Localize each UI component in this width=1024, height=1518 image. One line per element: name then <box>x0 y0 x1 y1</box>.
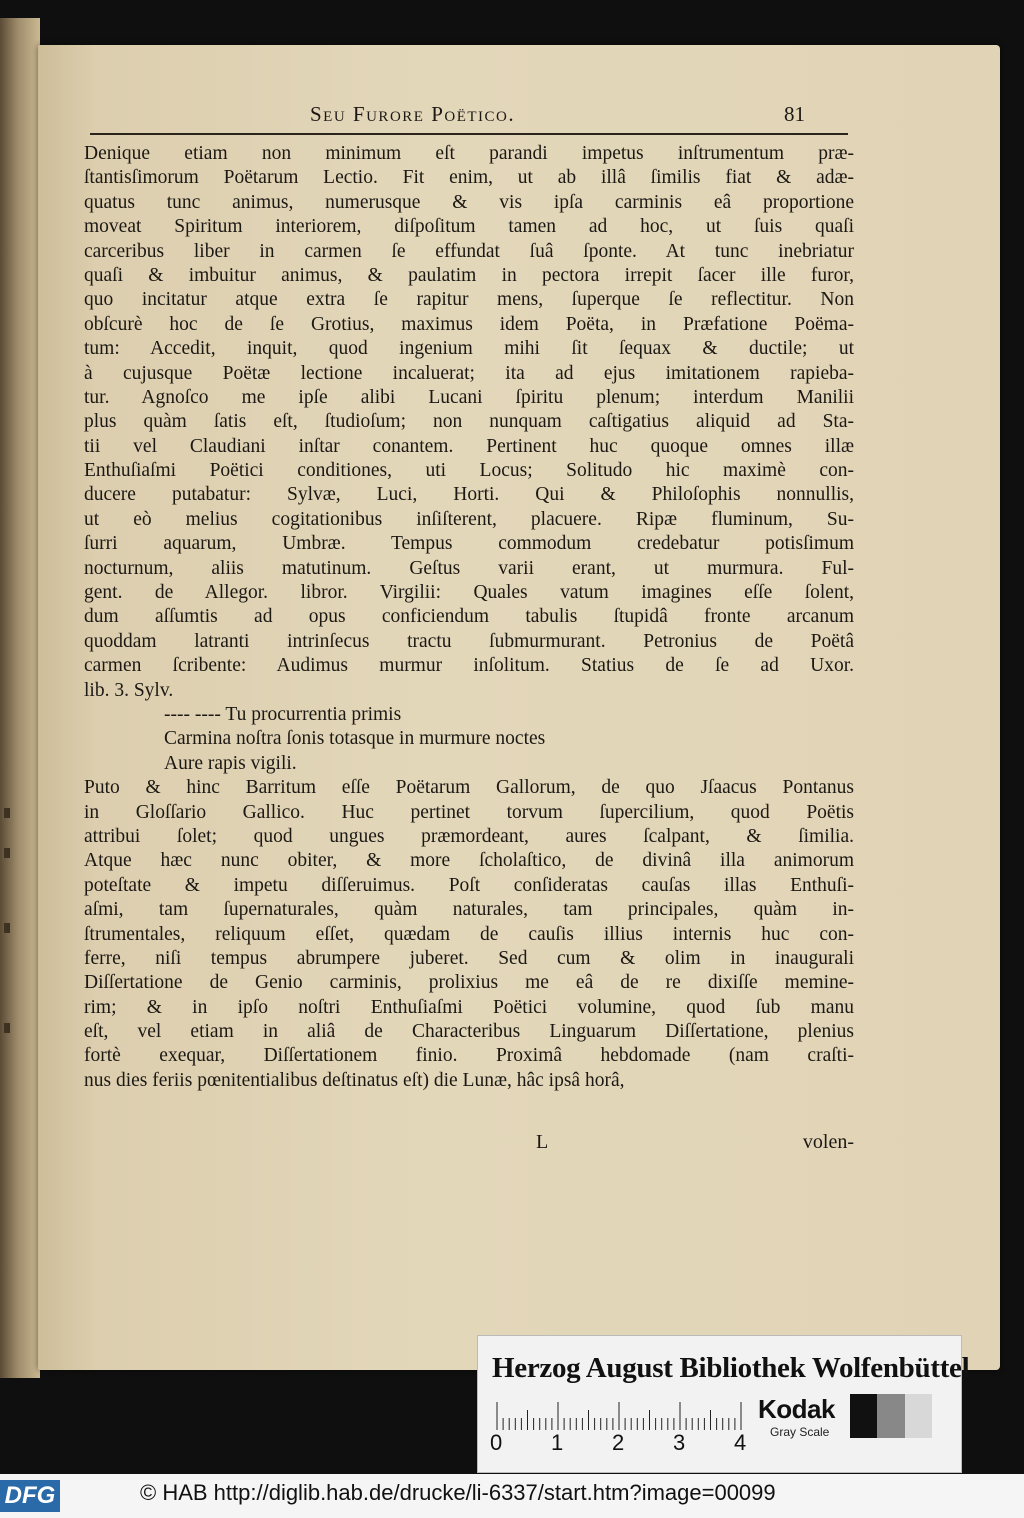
dfg-logo: DFG <box>0 1480 60 1512</box>
gray-scale-swatches <box>850 1394 932 1438</box>
running-head <box>38 102 1000 132</box>
text-line: ſtantisſimorum Poëtarum Lectio. Fit enim, ut ab illâ ſimilis fiat & adæ- <box>84 167 854 189</box>
facing-page-mark <box>4 923 10 933</box>
viewer-footer <box>0 1474 1024 1518</box>
text-line: ut eò melius cogitationibus inſiſterent, placuere. Ripæ fluminum, Su- <box>84 508 854 530</box>
text-line: carceribus liber in carmen ſe effundat ſuâ ſponte. At tunc inebriatur <box>84 240 854 262</box>
text-line: ferre, niſi tempus abrumpere juberet. Sed cum & olim in inaugurali <box>84 947 854 969</box>
text-line: Enthuſiaſmi Poëtici conditiones, uti Locus; Solitudo hic maximè con- <box>84 460 854 482</box>
text-line: gent. de Allegor. libror. Virgilii: Quales vatum imagines eſſe ſolent, <box>84 582 854 604</box>
head-rule <box>90 133 848 135</box>
kodak-mark <box>758 1394 835 1439</box>
text-line: Carmina noſtra ſonis totasque in murmure noctes <box>164 728 546 750</box>
text-line: Puto & hinc Barritum eſſe Poëtarum Gallorum, de quo Jſaacus Pontanus <box>84 777 854 799</box>
text-line: ducere putabatur: Sylvæ, Luci, Horti. Qui & Philoſophis nonnullis, <box>84 484 854 506</box>
ruler-number: 2 <box>612 1430 625 1455</box>
text-line: obſcurè hoc de ſe Grotius, maximus idem Poëta, in Præfatione Poëma- <box>84 313 854 335</box>
ruler-number: 4 <box>734 1430 747 1455</box>
text-line: Aure rapis vigili. <box>164 752 297 774</box>
copyright-link[interactable]: © HAB http://diglib.hab.de/drucke/li-6337/start.htm?image=00099 <box>140 1480 776 1505</box>
text-line: lib. 3. Sylv. <box>84 679 174 701</box>
text-line: ſtrumentales, reliquum eſſet, quædam de cauſis illius internis huc con- <box>84 923 854 945</box>
text-line: dum aſſumtis ad opus conficiendum tabulis ſtupidâ fronte arcanum <box>84 606 854 628</box>
body-text <box>84 142 854 1093</box>
catchword: volen- <box>802 1131 854 1153</box>
text-line: aſmi, tam ſupernaturales, quàm naturales, tam principales, quàm in- <box>84 899 854 921</box>
text-line: ---- ---- Tu procurrentia primis <box>164 703 402 725</box>
verse-quotation <box>84 703 854 776</box>
text-line: nus dies feriis pœnitentialibus deſtinatus eſt) die Lunæ, hâc ipsâ horâ, <box>84 1069 625 1091</box>
text-line: nocturnum, aliis matutinum. Geſtus varii erant, ut murmura. Ful- <box>84 557 854 579</box>
text-line: carmen ſcribente: Audimus murmur inſolitum. Statius de ſe ad Uxor. <box>84 655 854 677</box>
kodak-word: Kodak <box>758 1394 835 1424</box>
scale-ruler <box>492 1402 742 1430</box>
ruler-number: 0 <box>490 1430 503 1455</box>
text-line: Atque hæc nunc obiter, & more ſcholaſtico, de divinâ illa animorum <box>84 850 854 872</box>
text-line: fortè exequar, Diſſertationem finio. Proximâ hebdomade (nam craſti- <box>84 1045 854 1067</box>
text-line: poteſtate & impetu diſſeruimus. Poſt conſideratas cauſas illas Enthuſi- <box>84 874 854 896</box>
library-color-target <box>477 1335 970 1473</box>
text-line: eſt, vel etiam in aliâ de Characteribus Linguarum Diſſertatione, plenius <box>84 1021 854 1043</box>
facing-page-mark <box>4 808 10 818</box>
book-page <box>38 45 1000 1370</box>
text-line: plus quàm ſatis eſt, ſtudioſum; non nunquam caſtigatius aliquid ad Sta- <box>84 411 854 433</box>
facing-page-mark <box>4 1023 10 1033</box>
text-line: quoddam latranti intrinſecus tractu ſubmurmurant. Petronius de Poëtâ <box>84 630 854 652</box>
paragraph-after <box>84 776 854 1093</box>
text-line: tii vel Claudiani inſtar conantem. Pertinent huc quoque omnes illæ <box>84 435 854 457</box>
text-line: in Gloſſario Gallico. Huc pertinet torvum ſupercilium, quod Poëtis <box>84 801 854 823</box>
gray-swatch <box>850 1394 877 1438</box>
ruler-number: 1 <box>551 1430 564 1455</box>
gray-swatch <box>877 1394 904 1438</box>
paragraph-main <box>84 142 854 703</box>
text-line: tum: Accedit, inquit, quod ingenium mihi ſit ſequax & ductile; ut <box>84 338 854 360</box>
gray-scale-label: Gray Scale <box>770 1425 830 1439</box>
text-line: Denique etiam non minimum eſt parandi impetus inſtrumentum præ- <box>84 143 854 164</box>
text-line: rim; & in ipſo noſtri Enthuſiaſmi Poëtici volumine, quod ſub manu <box>84 996 854 1018</box>
text-line: quo incitatur atque extra ſe rapitur mens, ſuperque ſe reflectitur. Non <box>84 289 854 311</box>
page-number: 81 <box>784 102 805 126</box>
text-line: ſurri aquarum, Umbræ. Tempus commodum credebatur potisſimum <box>84 533 854 555</box>
text-line: tur. Agnoſco me ipſe alibi Lucani ſpiritu plenum; interdum Manilii <box>84 386 854 408</box>
text-line: quatus tunc animus, numerusque & vis ipſa carminis eâ proportione <box>84 191 854 213</box>
ruler-number: 3 <box>673 1430 686 1455</box>
signature-mark: L <box>536 1131 549 1153</box>
text-line: moveat Spiritum interiorem, diſpoſitum tamen ad hoc, ut ſuis quaſi <box>84 216 854 238</box>
running-title: Seu Furore Poëtico. <box>310 102 516 126</box>
text-line: à cujusque Poëtæ lectione incaluerat; ita ad ejus imitationem rapieba- <box>84 362 854 384</box>
facing-page-mark <box>4 848 10 858</box>
ruler-numbers <box>490 1430 750 1460</box>
library-name: Herzog August Bibliothek Wolfenbüttel <box>492 1352 970 1384</box>
page-foot <box>84 1131 854 1157</box>
text-line: Diſſertatione de Genio carminis, prolixius me eâ de re dixiſſe memine- <box>84 972 854 994</box>
text-line: quaſi & imbuitur animus, & paulatim in pectora irrepit ſacer ille furor, <box>84 264 854 286</box>
text-line: attribui ſolet; quod ungues præmordeant, aures ſcalpant, & ſimilia. <box>84 825 854 847</box>
facing-page-edge <box>0 18 40 1378</box>
gray-swatch <box>905 1394 932 1438</box>
